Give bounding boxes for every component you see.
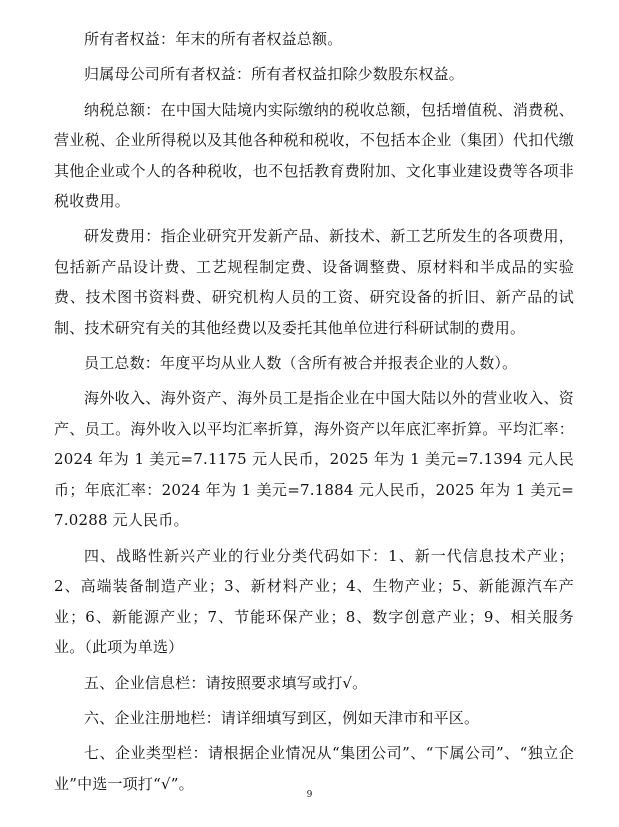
paragraph-rd-expense: 研发费用：指企业研究开发新产品、新技术、新工艺所发生的各项费用，包括新产品设计费、工艺规程制定费、设备调整费、原材料和半成品的实验费、技术图书资料费、研究机构人员的工资、研究设备的折旧、新产品的试制、技术研究有关的其他经费以及委托其他单位进行科研试制的费用。 [54,227,574,337]
paragraph-registration: 六、企业注册地栏：请详细填写到区，例如天津市和平区。 [84,708,480,727]
paragraph-company-type: 七、企业类型栏：请根据企业情况从“集团公司”、“下属公司”、“独立企业”中选一项打“√”。 [54,744,574,793]
paragraph-parent-equity: 归属母公司所有者权益：所有者权益扣除少数股东权益。 [84,65,465,84]
paragraph-industry-codes: 四、战略性新兴产业的行业分类代码如下：1、新一代信息技术产业；2、高端装备制造产业；3、新材料产业；4、生物产业；5、新能源汽车产业；6、新能源产业；7、节能环保产业；8、数字创意产业；9、相关服务业。（此项为单选） [54,546,574,657]
paragraph-total-employees: 员工总数：年度平均从业人数（含所有被合并报表企业的人数）。 [84,354,518,373]
paragraph-company-info: 五、企业信息栏：请按照要求填写或打√。 [84,673,368,692]
paragraph-owners-equity: 所有者权益：年末的所有者权益总额。 [84,30,343,48]
page-number: 9 [306,790,313,800]
paragraph-overseas: 海外收入、海外资产、海外员工是指企业在中国大陆以外的营业收入、资产、员工。海外收入以平均汇率折算，海外资产以年底汇率折算。平均汇率：2024 年为 1 美元=7.1175 元人民币，2025 年为 1 美元=7.1394 元人民币；年底汇率：2024 年为 1 美元=7.1884 元人民币，2025 年为 1 美元=7.0288 元人民币。 [54,389,574,530]
paragraph-total-tax: 纳税总额：在中国大陆境内实际缴纳的税收总额，包括增值税、消费税、营业税、企业所得税以及其他各种税和税收，不包括本企业（集团）代扣代缴其他企业或个人的各种税收，也不包括教育费附加、文化事业建设费等各项非税收费用。 [54,100,574,211]
document-body [54,24,574,804]
